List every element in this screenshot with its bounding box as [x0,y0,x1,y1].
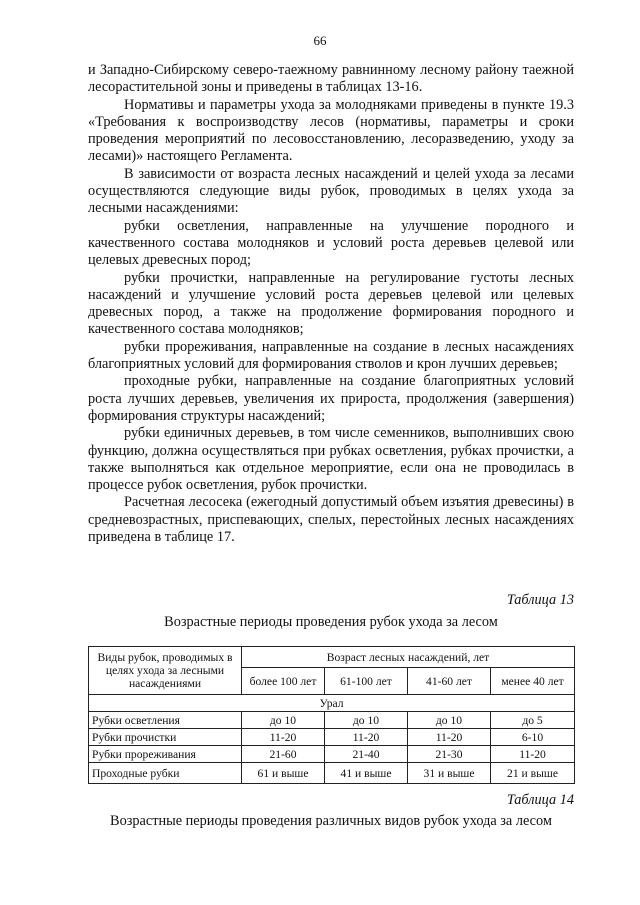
paragraph: В зависимости от возраста лесных насаждений и целей ухода за лесами осуществляются следующие виды рубок, проводимых в целях ухода за лесными насаждениями: [88,165,574,217]
header-cell: 41-60 лет [408,668,491,695]
table-14-label: Таблица 14 [506,792,574,808]
page-number: 66 [313,33,327,48]
table-13 [88,646,575,784]
table-cell: 11-20 [325,729,408,746]
header-cell-age-group: Возраст лесных насаждений, лет [242,647,575,668]
header-cell: 61-100 лет [325,668,408,695]
table-row [89,763,575,784]
table-row [89,746,575,763]
table-row [89,729,575,746]
paragraph: рубки единичных деревьев, в том числе семенников, выполнивших свою функцию, должна осуществляться при рубках осветления, рубках прочистки, а также выполняться как отдельное мероприятие, если она не проводилась в процессе рубок осветления, рубок прочистки. [88,425,574,494]
table-cell: 11-20 [491,746,575,763]
body-text [88,62,574,546]
paragraph: рубки прореживания, направленные на создание в лесных насаждениях благоприятных условий для формирования стволов и крон лучших деревьев; [88,338,574,373]
table-cell: 11-20 [242,729,325,746]
row-label: Проходные рубки [89,763,242,784]
header-cell: менее 40 лет [491,668,575,695]
table-cell: 21-40 [325,746,408,763]
paragraph: Нормативы и параметры ухода за молодняками приведены в пункте 19.3 «Требования к воспроизводству лесов (нормативы, параметры и сроки проведения мероприятий по лесовосстановлению, лесоразведению, уходу за лесами)» настоящего Регламента. [88,96,574,165]
table-cell: 21-60 [242,746,325,763]
row-label: Рубки прореживания [89,746,242,763]
table-cell: до 10 [408,712,491,729]
table-row [89,712,575,729]
table-cell: 21-30 [408,746,491,763]
paragraph: проходные рубки, направленные на создание благоприятных условий роста лучших деревьев, увеличения их прироста, продолжения (завершения) формирования структуры насаждений; [88,373,574,424]
row-label: Рубки осветления [89,712,242,729]
table-14-title: Возрастные периоды проведения различных видов рубок ухода за лесом [110,813,552,829]
paragraph: рубки прочистки, направленные на регулирование густоты лесных насаждений и улучшение условий роста деревьев целевой или целевых древесных пород, а также на продолжение формирования породного и качественного состава молодняков; [88,269,574,338]
row-label: Рубки прочистки [89,729,242,746]
table-cell: 41 и выше [325,763,408,784]
table-cell: 61 и выше [242,763,325,784]
header-cell-kind: Виды рубок, проводимых в целях ухода за лесными насаждениями [89,647,242,695]
table-13-title: Возрастные периоды проведения рубок ухода за лесом [164,614,498,630]
table-cell: 6-10 [491,729,575,746]
region-row: Урал [89,695,575,712]
paragraph: Расчетная лесосека (ежегодный допустимый объем изъятия древесины) в средневозрастных, приспевающих, спелых, перестойных лесных насаждениях приведена в таблице 17. [88,494,574,546]
table-cell: 31 и выше [408,763,491,784]
table-cell: до 10 [325,712,408,729]
table-cell: до 10 [242,712,325,729]
paragraph: рубки осветления, направленные на улучшение породного и качественного состава молодняков и условий роста деревьев целевой или целевых древесных пород; [88,217,574,269]
table-cell: 11-20 [408,729,491,746]
table-cell: до 5 [491,712,575,729]
paragraph: и Западно-Сибирскому северо-таежному равнинному лесному району таежной лесорастительной зоны и приведены в таблицах 13-16. [88,62,574,96]
table-cell: 21 и выше [491,763,575,784]
table-13-label: Таблица 13 [506,592,574,608]
header-cell: более 100 лет [242,668,325,695]
